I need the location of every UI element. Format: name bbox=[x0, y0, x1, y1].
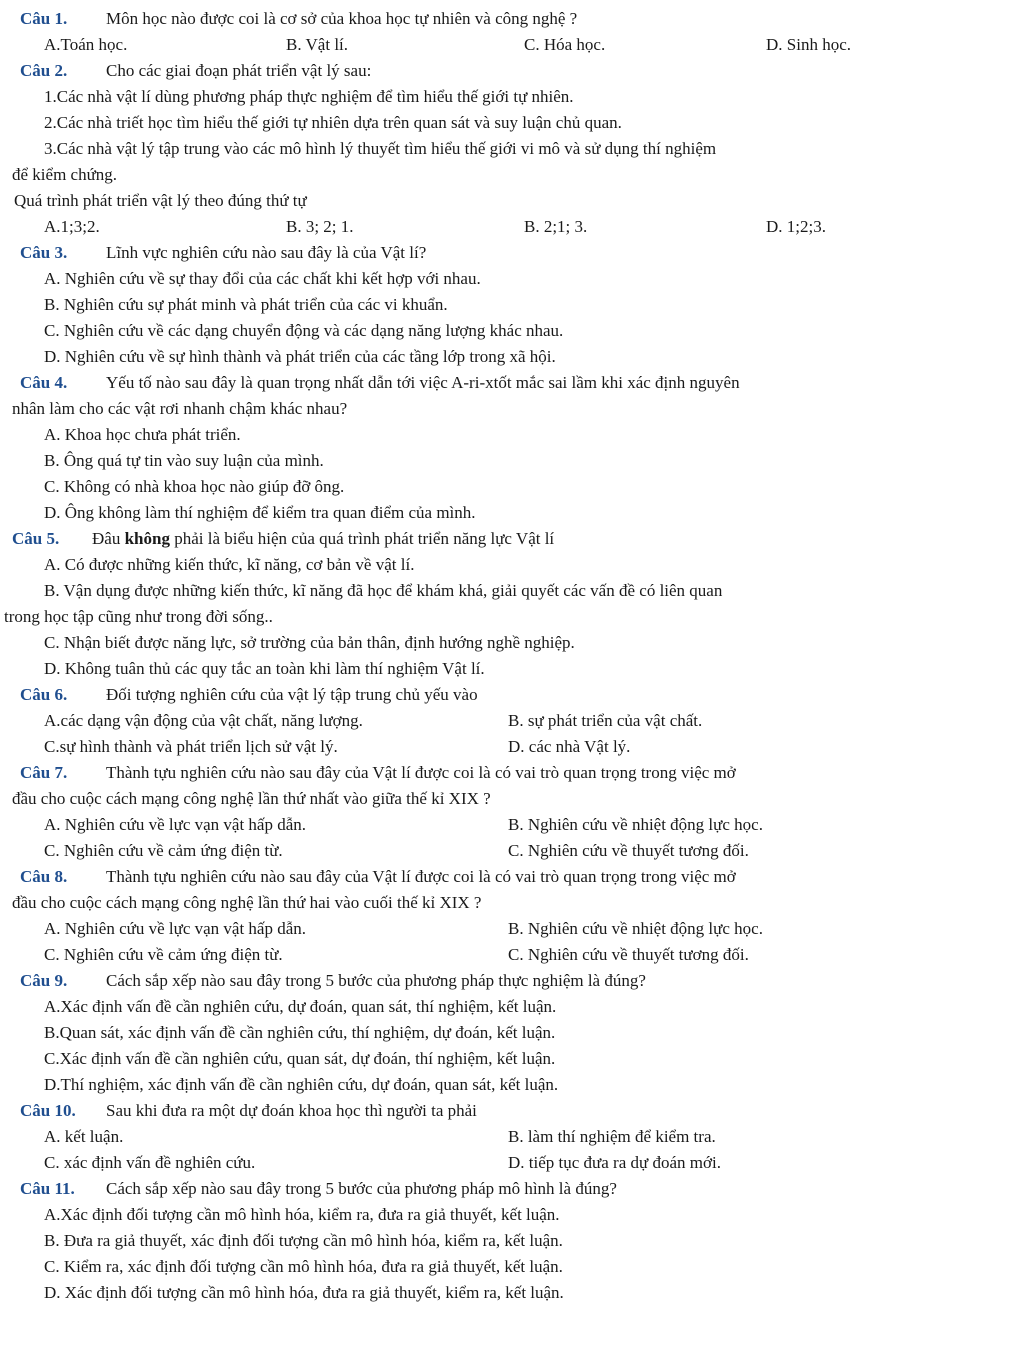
question-8-options-row-2 bbox=[12, 942, 1012, 968]
question-2 bbox=[12, 58, 1012, 84]
question-text: Đối tượng nghiên cứu của vật lý tập trung chủ yếu vào bbox=[106, 685, 478, 704]
question-4 bbox=[12, 370, 1012, 396]
option-a: A.Xác định đối tượng cần mô hình hóa, kiểm ra, đưa ra giả thuyết, kết luận. bbox=[44, 1205, 560, 1224]
question-text: Lĩnh vực nghiên cứu nào sau đây là của Vật lí? bbox=[106, 243, 427, 262]
option-d: D.Thí nghiệm, xác định vấn đề cần nghiên cứu, dự đoán, quan sát, kết luận. bbox=[44, 1075, 559, 1094]
question-3 bbox=[12, 240, 1012, 266]
option-c: C. Nhận biết được năng lực, sở trường của bản thân, định hướng nghề nghiệp. bbox=[44, 633, 575, 652]
question-number: Câu 7. bbox=[20, 763, 68, 782]
option-c: C. Nghiên cứu về cảm ứng điện từ. bbox=[44, 841, 283, 860]
question-2-options bbox=[12, 214, 1012, 240]
question-number: Câu 9. bbox=[20, 971, 68, 990]
option-b: B. Nghiên cứu về nhiệt động lực học. bbox=[508, 815, 763, 834]
option-b: B. sự phát triển của vật chất. bbox=[508, 711, 703, 730]
stage-item-3: 3.Các nhà vật lý tập trung vào các mô hình lý thuyết tìm hiểu thế giới vi mô và sử dụng thí nghiệm bbox=[44, 139, 717, 158]
option-d: D. Ông không làm thí nghiệm để kiểm tra quan điểm của mình. bbox=[44, 503, 476, 522]
option-b: B.Quan sát, xác định vấn đề cần nghiên cứu, thí nghiệm, dự đoán, kết luận. bbox=[44, 1023, 556, 1042]
option-a: A. Nghiên cứu về sự thay đổi của các chất khi kết hợp với nhau. bbox=[44, 269, 481, 288]
option-d: D. 1;2;3. bbox=[766, 217, 826, 236]
question-2-prompt: Quá trình phát triển vật lý theo đúng thứ tự bbox=[14, 191, 307, 210]
option-d: D. Xác định đối tượng cần mô hình hóa, đưa ra giả thuyết, kiểm ra, kết luận. bbox=[44, 1283, 564, 1302]
question-8-options-row-1 bbox=[12, 916, 1012, 942]
question-number: Câu 4. bbox=[20, 373, 68, 392]
question-7 bbox=[12, 760, 1012, 786]
option-c: C. Hóa học. bbox=[524, 35, 606, 54]
question-number: Câu 8. bbox=[20, 867, 68, 886]
option-a: A. Nghiên cứu về lực vạn vật hấp dẫn. bbox=[44, 919, 307, 938]
question-text-continued: đầu cho cuộc cách mạng công nghệ lần thứ hai vào cuối thế kỉ XIX ? bbox=[12, 893, 482, 912]
question-9 bbox=[12, 968, 1012, 994]
question-6-options-row-1 bbox=[12, 708, 1012, 734]
question-number: Câu 5. bbox=[12, 529, 60, 548]
option-c: C. Kiểm ra, xác định đối tượng cần mô hình hóa, đưa ra giả thuyết, kết luận. bbox=[44, 1257, 563, 1276]
question-text-pre: Đâu bbox=[92, 529, 121, 548]
option-d: C. Nghiên cứu về thuyết tương đối. bbox=[508, 945, 749, 964]
question-text: Thành tựu nghiên cứu nào sau đây của Vật lí được coi là có vai trò quan trọng trong việc mở bbox=[106, 763, 736, 782]
question-text: Cách sắp xếp nào sau đây trong 5 bước của phương pháp mô hình là đúng? bbox=[106, 1179, 617, 1198]
question-7-options-row-1 bbox=[12, 812, 1012, 838]
question-text: Cho các giai đoạn phát triển vật lý sau: bbox=[106, 61, 372, 80]
option-b: B. Ông quá tự tin vào suy luận của mình. bbox=[44, 451, 324, 470]
option-a: A.các dạng vận động của vật chất, năng lượng. bbox=[44, 711, 363, 730]
option-c: C. Nghiên cứu về cảm ứng điện từ. bbox=[44, 945, 283, 964]
option-d: D. tiếp tục đưa ra dự đoán mới. bbox=[508, 1153, 721, 1172]
option-b-continued: trong học tập cũng như trong đời sống.. bbox=[4, 607, 273, 626]
question-number: Câu 11. bbox=[20, 1179, 75, 1198]
question-text-post: phải là biểu hiện của quá trình phát triển năng lực Vật lí bbox=[174, 529, 555, 548]
question-text-emphasis: không bbox=[124, 529, 170, 548]
option-d: C. Nghiên cứu về thuyết tương đối. bbox=[508, 841, 749, 860]
option-d: D. Không tuân thủ các quy tắc an toàn khi làm thí nghiệm Vật lí. bbox=[44, 659, 485, 678]
option-a: A.Toán học. bbox=[44, 35, 128, 54]
question-number: Câu 1. bbox=[20, 9, 68, 28]
question-10-options-row-2 bbox=[12, 1150, 1012, 1176]
question-6 bbox=[12, 682, 1012, 708]
question-10 bbox=[12, 1098, 1012, 1124]
option-a: A.1;3;2. bbox=[44, 217, 100, 236]
question-text: Môn học nào được coi là cơ sở của khoa học tự nhiên và công nghệ ? bbox=[106, 9, 578, 28]
question-7-options-row-2 bbox=[12, 838, 1012, 864]
option-d: D. Nghiên cứu về sự hình thành và phát triển của các tầng lớp trong xã hội. bbox=[44, 347, 556, 366]
option-a: A. Khoa học chưa phát triển. bbox=[44, 425, 241, 444]
question-text: Thành tựu nghiên cứu nào sau đây của Vật lí được coi là có vai trò quan trọng trong việc mở bbox=[106, 867, 736, 886]
option-c: C. Không có nhà khoa học nào giúp đỡ ông. bbox=[44, 477, 345, 496]
option-c: B. 2;1; 3. bbox=[524, 217, 588, 236]
question-11 bbox=[12, 1176, 1012, 1202]
option-a: A.Xác định vấn đề cần nghiên cứu, dự đoán, quan sát, thí nghiệm, kết luận. bbox=[44, 997, 557, 1016]
stage-item-1: 1.Các nhà vật lí dùng phương pháp thực nghiệm để tìm hiểu thế giới tự nhiên. bbox=[44, 87, 574, 106]
question-number: Câu 6. bbox=[20, 685, 68, 704]
option-d: D. Sinh học. bbox=[766, 35, 851, 54]
stage-item-3-continued: để kiểm chứng. bbox=[12, 165, 118, 184]
question-1-options bbox=[12, 32, 1012, 58]
option-b: B. Nghiên cứu về nhiệt động lực học. bbox=[508, 919, 763, 938]
question-text-continued: nhân làm cho các vật rơi nhanh chậm khác nhau? bbox=[12, 399, 348, 418]
question-number: Câu 10. bbox=[20, 1101, 76, 1120]
question-6-options-row-2 bbox=[12, 734, 1012, 760]
option-c: C.sự hình thành và phát triển lịch sử vật lý. bbox=[44, 737, 338, 756]
option-b: B. Vận dụng được những kiến thức, kĩ năng đã học để khám khá, giải quyết các vấn đề có liên quan bbox=[44, 581, 723, 600]
option-a: A. Nghiên cứu về lực vạn vật hấp dẫn. bbox=[44, 815, 307, 834]
question-1 bbox=[12, 6, 1012, 32]
question-text-continued: đầu cho cuộc cách mạng công nghệ lần thứ nhất vào giữa thế kỉ XIX ? bbox=[12, 789, 491, 808]
question-text: Sau khi đưa ra một dự đoán khoa học thì người ta phải bbox=[106, 1101, 477, 1120]
question-number: Câu 3. bbox=[20, 243, 68, 262]
question-8 bbox=[12, 864, 1012, 890]
question-text: Yếu tố nào sau đây là quan trọng nhất dẫn tới việc A-ri-xtốt mắc sai lầm khi xác định nguyên bbox=[106, 373, 740, 392]
option-a: A. Có được những kiến thức, kĩ năng, cơ bản về vật lí. bbox=[44, 555, 415, 574]
question-text: Cách sắp xếp nào sau đây trong 5 bước của phương pháp thực nghiệm là đúng? bbox=[106, 971, 646, 990]
question-number: Câu 2. bbox=[20, 61, 68, 80]
question-5 bbox=[12, 526, 1012, 552]
question-10-options-row-1 bbox=[12, 1124, 1012, 1150]
option-b: B. 3; 2; 1. bbox=[286, 217, 354, 236]
option-a: A. kết luận. bbox=[44, 1127, 124, 1146]
option-c: C.Xác định vấn đề cần nghiên cứu, quan sát, dự đoán, thí nghiệm, kết luận. bbox=[44, 1049, 556, 1068]
option-b: B. Nghiên cứu sự phát minh và phát triển của các vi khuẩn. bbox=[44, 295, 448, 314]
option-b: B. làm thí nghiệm để kiểm tra. bbox=[508, 1127, 716, 1146]
option-b: B. Vật lí. bbox=[286, 35, 349, 54]
option-b: B. Đưa ra giả thuyết, xác định đối tượng cần mô hình hóa, kiểm ra, kết luận. bbox=[44, 1231, 563, 1250]
option-c: C. xác định vấn đề nghiên cứu. bbox=[44, 1153, 256, 1172]
option-c: C. Nghiên cứu về các dạng chuyển động và các dạng năng lượng khác nhau. bbox=[44, 321, 564, 340]
stage-item-2: 2.Các nhà triết học tìm hiểu thế giới tự nhiên dựa trên quan sát và suy luận chủ quan. bbox=[44, 113, 622, 132]
option-d: D. các nhà Vật lý. bbox=[508, 737, 631, 756]
